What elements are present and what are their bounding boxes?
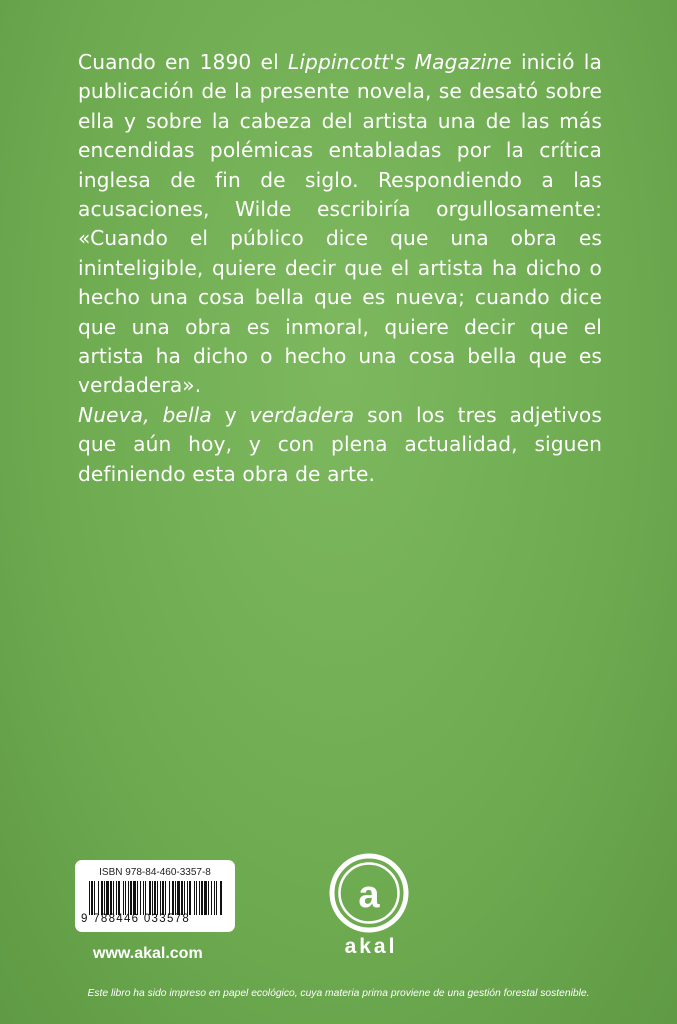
barcode-bars xyxy=(89,881,223,915)
publisher-website: www.akal.com xyxy=(93,945,203,962)
adjective-nueva: Nueva xyxy=(78,402,144,427)
magazine-title: Lippincott's Magazine xyxy=(287,50,512,74)
akal-logo-icon xyxy=(328,852,410,934)
blurb-text: Cuando en 1890 el xyxy=(78,50,288,74)
back-cover-blurb xyxy=(78,48,602,489)
adjective-separator: y xyxy=(211,402,250,427)
blurb-paragraph-1 xyxy=(78,48,602,401)
blurb-text: son los tres adjetivos que aún hoy, y con plena actualidad, siguen definiendo esta obra de arte. xyxy=(78,402,602,486)
adjective-bella: bella xyxy=(162,402,212,427)
blurb-text: inició la publicación de la presente novela, se desató sobre ella y sobre la cabeza del artista una de las más encendidas polémicas entabladas por la crítica inglesa de fin de siglo. Respondiendo a las acusaciones, Wilde escribiría orgullosamente: «Cuando el público dice que una obra es ininteligible, quiere decir que el artista ha dicho o hecho una cosa bella que es nueva; cuando dice que una obra es inmoral, quiere decir que el artista ha dicho o hecho una cosa bella que es verdadera». xyxy=(78,50,602,398)
adjective-verdadera: verdadera xyxy=(249,402,355,427)
adjective-separator: , xyxy=(143,402,163,427)
isbn-label: ISBN 978-84-460-3357-8 xyxy=(99,867,211,878)
eco-paper-note: Este libro ha sido impreso en papel ecológico, cuya materia prima proviene de una gestión forestal sostenible. xyxy=(87,988,590,999)
akal-logo-glyph: a xyxy=(358,874,380,916)
blurb-paragraph-2 xyxy=(78,401,602,489)
isbn-barcode xyxy=(75,860,235,932)
akal-wordmark: akal xyxy=(344,935,398,958)
barcode-digits: 9 788446 033578 xyxy=(81,913,191,925)
